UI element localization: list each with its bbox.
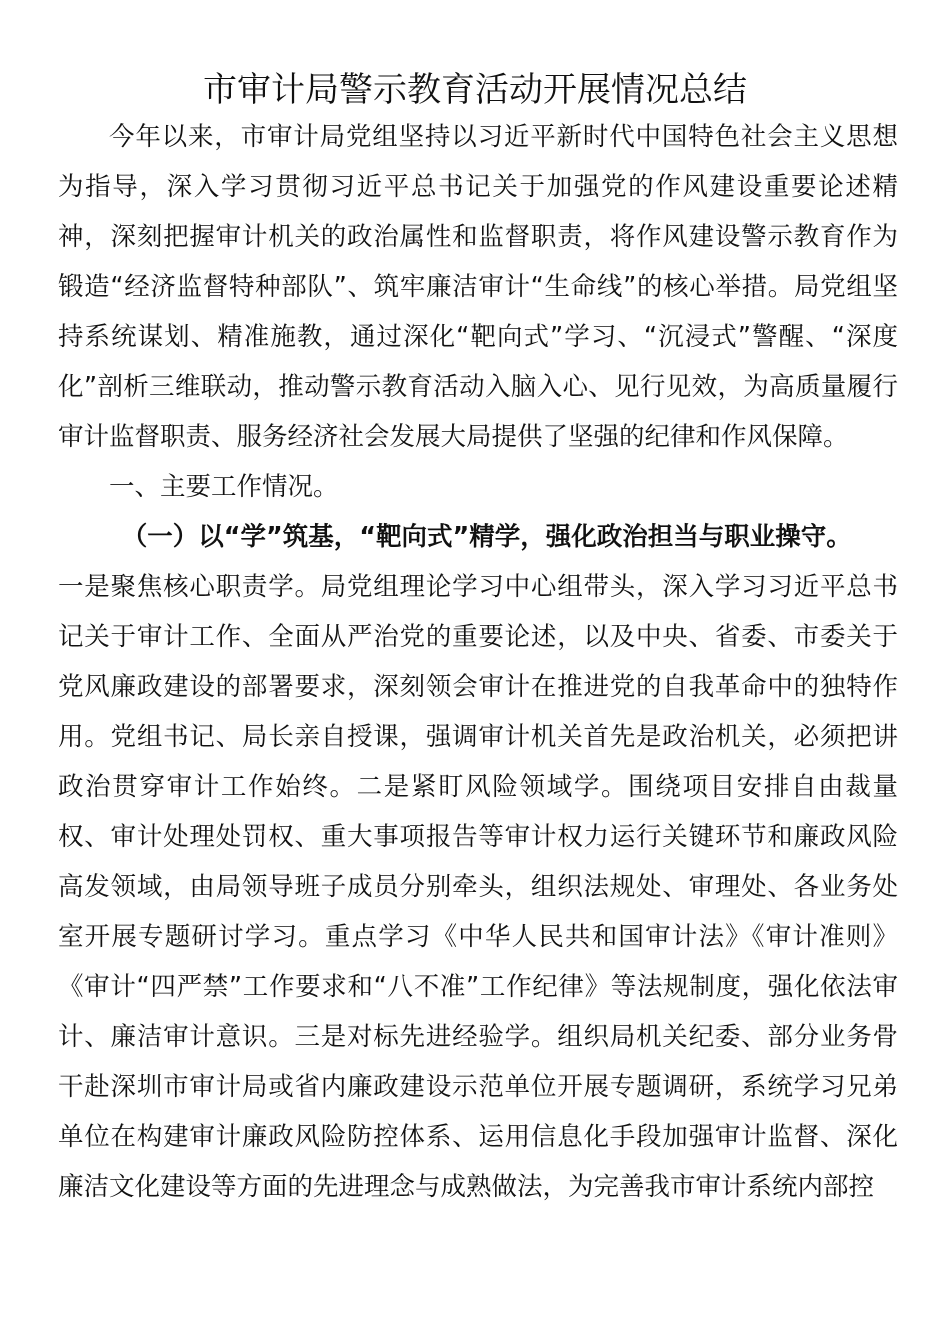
intro-paragraph: 今年以来，市审计局党组坚持以习近平新时代中国特色社会主义思想为指导，深入学习贯彻习近平总书记关于加强党的作风建设重要论述精神，深刻把握审计机关的政治属性和监督职责，将作风建设警示教育作为锻造“经济监督特种部队”、筑牢廉洁审计“生命线”的核心举措。局党组坚持系统谋划、精准施教，通过深化“靶向式”学习、“沉浸式”警醒、“深度化”剖析三维联动，推动警示教育活动入脑入心、见行见效，为高质量履行审计监督职责、服务经济社会发展大局提供了坚强的纪律和作风保障。: [58, 122, 898, 452]
document-body: [58, 112, 898, 1212]
subsection-body-paragraph: 一是聚焦核心职责学。局党组理论学习中心组带头，深入学习习近平总书记关于审计工作、全面从严治党的重要论述，以及中央、省委、市委关于党风廉政建设的部署要求，深刻领会审计在推进党的自我革命中的独特作用。党组书记、局长亲自授课，强调审计机关首先是政治机关，必须把讲政治贯穿审计工作始终。二是紧盯风险领域学。围绕项目安排自由裁量权、审计处理处罚权、重大事项报告等审计权力运行关键环节和廉政风险高发领域，由局领导班子成员分别牵头，组织法规处、审理处、各业务处室开展专题研讨学习。重点学习《中华人民共和国审计法》《审计准则》《审计“四严禁”工作要求和“八不准”工作纪律》等法规制度，强化依法审计、廉洁审计意识。三是对标先进经验学。组织局机关纪委、部分业务骨干赴深圳市审计局或省内廉政建设示范单位开展专题调研，系统学习兄弟单位在构建审计廉政风险防控体系、运用信息化手段加强审计监督、深化廉洁文化建设等方面的先进理念与成熟做法，为完善我市审计系统内部控: [58, 572, 898, 1202]
document-title: 市审计局警示教育活动开展情况总结: [203, 70, 747, 110]
section-heading: 一、主要工作情况。: [109, 472, 339, 502]
subsection-heading: （一）以“学”筑基，“靶向式”精学，强化政治担当与职业操守。: [121, 522, 852, 552]
